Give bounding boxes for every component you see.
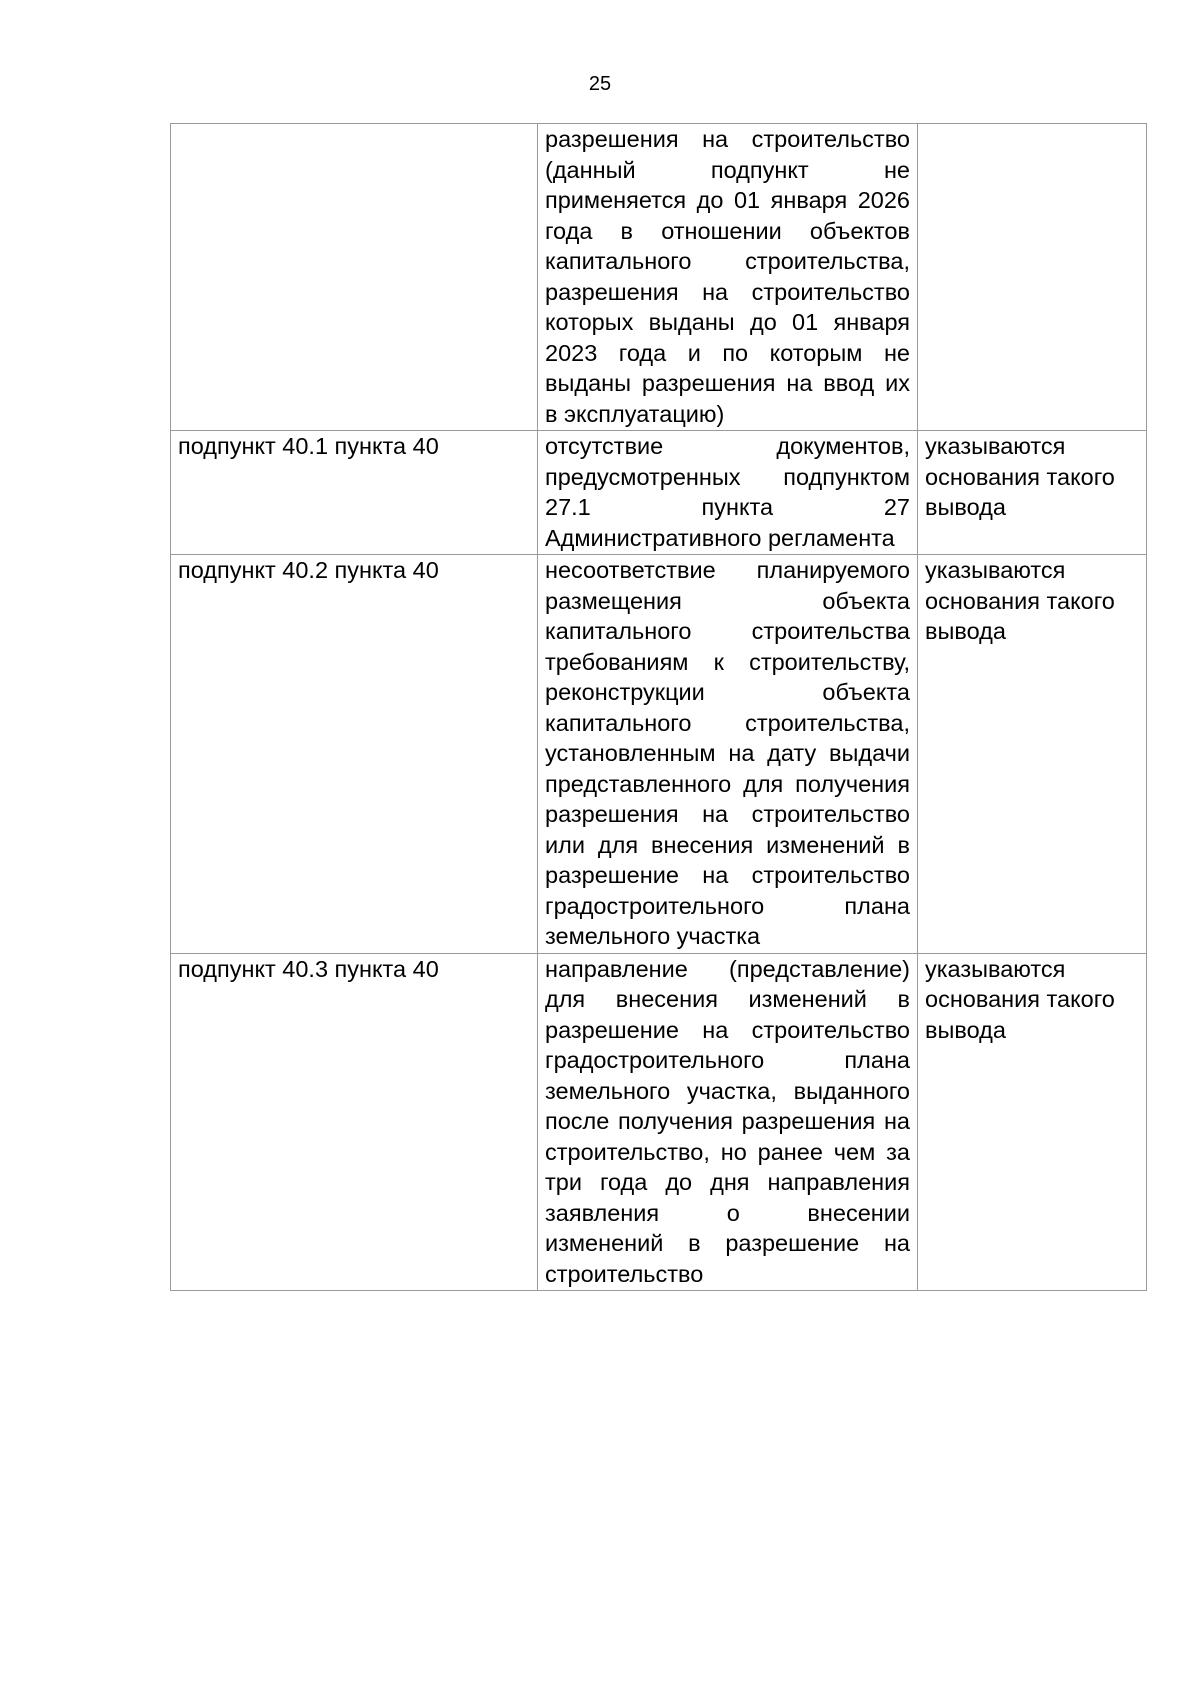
table-row (171, 953, 1147, 1291)
refusal-grounds-table (170, 123, 1147, 1291)
table-row (171, 431, 1147, 555)
explanation-cell: указываются основания такого вывода (918, 953, 1147, 1291)
reason-cell: направление (представление) для внесения изменений в разрешение на строительство градостроительного плана земельного участка, выданного после получения разрешения на строительство, но ранее чем за три года до дня направления заявления о внесении изменений в разрешение на строительство (538, 953, 918, 1291)
page-number: 25 (588, 73, 612, 95)
table-row (171, 555, 1147, 954)
table-row (171, 124, 1147, 431)
basis-cell (171, 124, 538, 431)
reason-cell: разрешения на строительство (данный подпункт не применяется до 01 января 2026 года в отношении объектов капитального строительства, разрешения на строительство которых выданы до 01 января 2023 года и по которым не выданы разрешения на ввод их в эксплуатацию) (538, 124, 918, 431)
basis-cell: подпункт 40.2 пункта 40 (171, 555, 538, 954)
reason-cell: отсутствие документов, предусмотренных подпунктом 27.1 пункта 27 Административного регламента (538, 431, 918, 555)
explanation-cell: указываются основания такого вывода (918, 555, 1147, 954)
explanation-cell (918, 124, 1147, 431)
basis-cell: подпункт 40.3 пункта 40 (171, 953, 538, 1291)
basis-cell: подпункт 40.1 пункта 40 (171, 431, 538, 555)
explanation-cell: указываются основания такого вывода (918, 431, 1147, 555)
reason-cell: несоответствие планируемого размещения объекта капитального строительства требованиям к строительству, реконструкции объекта капитального строительства, установленным на дату выдачи представленного для получения разрешения на строительство или для внесения изменений в разрешение на строительство градостроительного плана земельного участка (538, 555, 918, 954)
